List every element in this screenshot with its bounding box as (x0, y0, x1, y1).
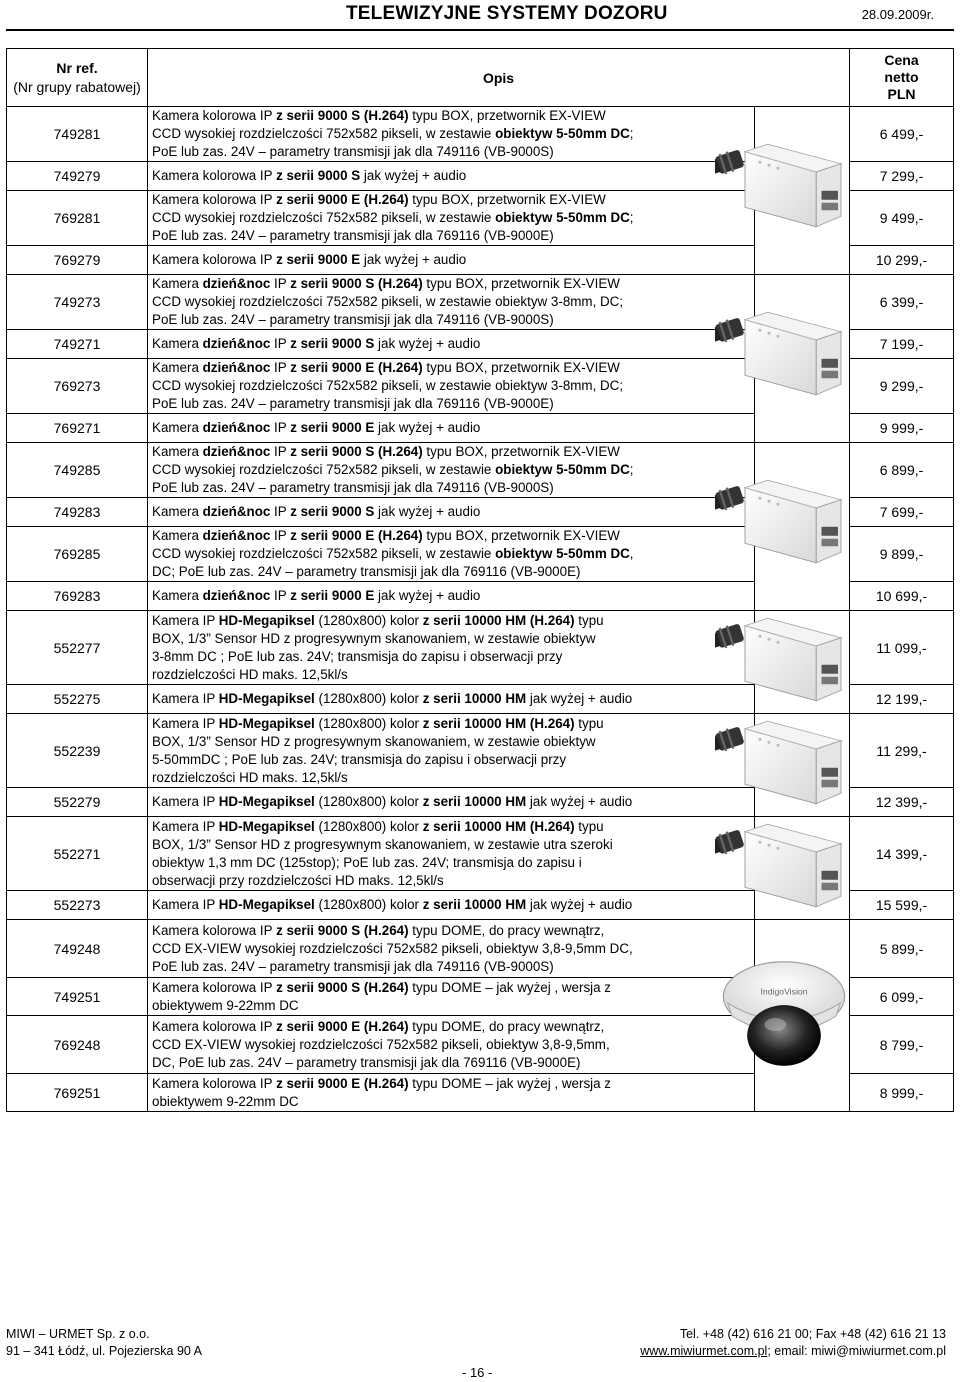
product-description (148, 443, 755, 498)
description-line: CCD wysokiej rozdzielczości 752x582 pikseli, w zestawie obiektyw 5-50mm DC; (152, 126, 634, 141)
description-line: CCD wysokiej rozdzielczości 752x582 pikseli, w zestawie obiektyw 5-50mm DC; (152, 210, 634, 225)
ref-number: 769285 (7, 527, 148, 582)
description-line: DC; PoE lub zas. 24V – parametry transmisji jak dla 769116 (VB-9000E) (152, 564, 581, 579)
table-row (7, 714, 954, 788)
col-price-title-2: netto (884, 69, 919, 85)
product-price: 9 999,- (850, 414, 954, 443)
ref-number: 552271 (7, 817, 148, 891)
description-line: Kamera IP HD-Megapiksel (1280x800) kolor z serii 10000 HM jak wyżej + audio (152, 691, 633, 706)
description-line: Kamera dzień&noc IP z serii 9000 E (H.264) typu BOX, przetwornik EX-VIEW (152, 360, 620, 375)
table-row (7, 275, 954, 330)
description-line: Kamera dzień&noc IP z serii 9000 S (H.264) typu BOX, przetwornik EX-VIEW (152, 276, 620, 291)
product-price: 8 999,- (850, 1074, 954, 1112)
description-line: PoE lub zas. 24V – parametry transmisji jak dla 749116 (VB-9000S) (152, 144, 554, 159)
description-line: PoE lub zas. 24V – parametry transmisji jak dla 749116 (VB-9000S) (152, 480, 554, 495)
col-ref-title: Nr ref. (56, 59, 98, 76)
description-line: Kamera kolorowa IP z serii 9000 E (H.264) typu BOX, przetwornik EX-VIEW (152, 192, 606, 207)
product-description (148, 714, 755, 788)
col-price-title-3: PLN (887, 86, 916, 102)
product-description (148, 685, 755, 714)
description-line: PoE lub zas. 24V – parametry transmisji jak dla 749116 (VB-9000S) (152, 958, 554, 974)
description-line: DC, PoE lub zas. 24V – parametry transmisji jak dla 769116 (VB-9000E) (152, 1054, 581, 1070)
description-line: Kamera dzień&noc IP z serii 9000 E (H.264) typu BOX, przetwornik EX-VIEW (152, 528, 620, 543)
col-ref-subtitle: (Nr grupy rabatowej) (13, 78, 141, 95)
box-camera-icon (715, 611, 865, 711)
col-price-title-1: Cena (884, 52, 919, 68)
product-description (148, 891, 755, 920)
table-row (7, 107, 954, 162)
header-rule (6, 29, 954, 31)
product-description (148, 788, 755, 817)
col-desc-title: Opis (482, 69, 515, 86)
box-camera-icon (715, 473, 865, 573)
description-line: CCD EX-VIEW wysokiej rozdzielczości 752x582 pikseli, obiektyw 3,8-9,5mm, (152, 1036, 610, 1052)
product-price: 9 899,- (850, 527, 954, 582)
product-description (148, 162, 755, 191)
ref-number: 749273 (7, 275, 148, 330)
product-description (148, 275, 755, 330)
description-line: CCD wysokiej rozdzielczości 752x582 pikseli, w zestawie obiektyw 3-8mm, DC; (152, 294, 624, 309)
product-price: 8 799,- (850, 1016, 954, 1074)
svg-text:IndigoVision: IndigoVision (760, 986, 808, 997)
ref-number: 769281 (7, 191, 148, 246)
product-image (755, 817, 850, 920)
price-table (6, 48, 954, 1112)
ref-number: 749279 (7, 162, 148, 191)
description-line: Kamera IP HD-Megapiksel (1280x800) kolor z serii 10000 HM (H.264) typu (152, 612, 604, 628)
ref-number: 749251 (7, 978, 148, 1016)
product-description (148, 414, 755, 443)
product-description (148, 330, 755, 359)
ref-number: 749271 (7, 330, 148, 359)
col-ref-header (7, 49, 148, 107)
box-camera-icon (715, 714, 865, 814)
product-price: 11 099,- (850, 611, 954, 685)
product-description (148, 611, 755, 685)
product-price: 14 399,- (850, 817, 954, 891)
product-description (148, 359, 755, 414)
description-line: Kamera dzień&noc IP z serii 9000 E jak wyżej + audio (152, 420, 481, 435)
product-price: 11 299,- (850, 714, 954, 788)
ref-number: 769283 (7, 582, 148, 611)
product-description (148, 920, 755, 978)
description-line: Kamera IP HD-Megapiksel (1280x800) kolor z serii 10000 HM (H.264) typu (152, 715, 604, 731)
page-date: 28.09.2009r. (861, 7, 934, 22)
description-line: Kamera kolorowa IP z serii 9000 S (H.264) typu DOME – jak wyżej , wersja z (152, 979, 611, 995)
product-image (755, 275, 850, 443)
description-line: Kamera IP HD-Megapiksel (1280x800) kolor z serii 10000 HM jak wyżej + audio (152, 794, 633, 809)
description-line: Kamera kolorowa IP z serii 9000 E (H.264) typu DOME – jak wyżej , wersja z (152, 1075, 611, 1091)
box-camera-icon (715, 817, 865, 917)
description-line: CCD wysokiej rozdzielczości 752x582 pikseli, w zestawie obiektyw 5-50mm DC; (152, 462, 634, 477)
ref-number: 552239 (7, 714, 148, 788)
product-price: 9 299,- (850, 359, 954, 414)
ref-number: 552275 (7, 685, 148, 714)
col-desc-header (148, 49, 850, 107)
product-image (755, 443, 850, 611)
description-line: BOX, 1/3” Sensor HD z progresywnym skanowaniem, w zestawie obiektyw (152, 630, 596, 646)
product-description (148, 1074, 755, 1112)
page-number: - 16 - (462, 1365, 493, 1380)
ref-number: 749285 (7, 443, 148, 498)
ref-number: 769271 (7, 414, 148, 443)
description-line: Kamera dzień&noc IP z serii 9000 S jak wyżej + audio (152, 336, 481, 351)
ref-number: 769279 (7, 246, 148, 275)
product-price: 15 599,- (850, 891, 954, 920)
product-price: 5 899,- (850, 920, 954, 978)
description-line: CCD wysokiej rozdzielczości 752x582 pikseli, w zestawie obiektyw 5-50mm DC, (152, 546, 634, 561)
description-line: BOX, 1/3” Sensor HD z progresywnym skanowaniem, w zestawie obiektyw (152, 733, 596, 749)
col-price-header (850, 49, 954, 107)
description-line: Kamera kolorowa IP z serii 9000 S (H.264) typu DOME, do pracy wewnątrz, (152, 922, 605, 938)
description-line: PoE lub zas. 24V – parametry transmisji jak dla 769116 (VB-9000E) (152, 228, 554, 243)
description-line: CCD EX-VIEW wysokiej rozdzielczości 752x582 pikseli, obiektyw 3,8-9,5mm DC, (152, 940, 633, 956)
product-price: 12 399,- (850, 788, 954, 817)
description-line: 3-8mm DC ; PoE lub zas. 24V; transmisja do zapisu i obserwacji przy (152, 648, 563, 664)
description-line: Kamera dzień&noc IP z serii 9000 S (H.264) typu BOX, przetwornik EX-VIEW (152, 444, 620, 459)
product-description (148, 817, 755, 891)
footer-email: ; email: miwi@miwiurmet.com.pl (767, 1344, 946, 1358)
ref-number: 749283 (7, 498, 148, 527)
footer-company: MIWI – URMET Sp. z o.o. (6, 1327, 150, 1341)
ref-number: 769248 (7, 1016, 148, 1074)
description-line: Kamera kolorowa IP z serii 9000 E jak wyżej + audio (152, 252, 467, 267)
description-line: CCD wysokiej rozdzielczości 752x582 pikseli, w zestawie obiektyw 3-8mm, DC; (152, 378, 624, 393)
page-title: TELEWIZYJNE SYSTEMY DOZORU (346, 3, 668, 24)
description-line: 5-50mmDC ; PoE lub zas. 24V; transmisja do zapisu i obserwacji przy (152, 751, 567, 767)
product-description (148, 1016, 755, 1074)
product-price: 7 699,- (850, 498, 954, 527)
product-price: 10 299,- (850, 246, 954, 275)
table-row (7, 443, 954, 498)
description-line: obiektywem 9-22mm DC (152, 997, 299, 1013)
ref-number: 769273 (7, 359, 148, 414)
box-camera-icon (715, 305, 865, 405)
ref-number: 769251 (7, 1074, 148, 1112)
description-line: obiektywem 9-22mm DC (152, 1093, 299, 1109)
description-line: Kamera kolorowa IP z serii 9000 E (H.264) typu DOME, do pracy wewnątrz, (152, 1018, 605, 1034)
description-line: rozdzielczości HD maks. 12,5kl/s (152, 769, 348, 785)
description-line: Kamera kolorowa IP z serii 9000 S (H.264) typu BOX, przetwornik EX-VIEW (152, 108, 606, 123)
product-price: 6 099,- (850, 978, 954, 1016)
footer-address: 91 – 341 Łódź, ul. Pojezierska 90 A (6, 1344, 202, 1358)
ref-number: 552277 (7, 611, 148, 685)
product-description (148, 107, 755, 162)
product-price: 6 399,- (850, 275, 954, 330)
description-line: PoE lub zas. 24V – parametry transmisji jak dla 749116 (VB-9000S) (152, 312, 554, 327)
ref-number: 749248 (7, 920, 148, 978)
product-description (148, 582, 755, 611)
product-price: 10 699,- (850, 582, 954, 611)
dome-camera-icon (719, 951, 849, 1081)
product-image (755, 714, 850, 817)
description-line: BOX, 1/3” Sensor HD z progresywnym skanowaniem, w zestawie utra szeroki (152, 836, 613, 852)
product-price: 6 499,- (850, 107, 954, 162)
product-image (755, 611, 850, 714)
description-line: obserwacji przy rozdzielczości HD maks. 12,5kl/s (152, 872, 444, 888)
product-price: 7 299,- (850, 162, 954, 191)
product-price: 9 499,- (850, 191, 954, 246)
product-image (755, 107, 850, 275)
table-row (7, 920, 954, 978)
description-line: Kamera kolorowa IP z serii 9000 S jak wyżej + audio (152, 168, 467, 183)
product-description (148, 527, 755, 582)
description-line: Kamera dzień&noc IP z serii 9000 E jak wyżej + audio (152, 588, 481, 603)
description-line: Kamera dzień&noc IP z serii 9000 S jak wyżej + audio (152, 504, 481, 519)
table-row (7, 817, 954, 891)
description-line: PoE lub zas. 24V – parametry transmisji jak dla 769116 (VB-9000E) (152, 396, 554, 411)
table-row (7, 611, 954, 685)
product-description (148, 191, 755, 246)
ref-number: 552279 (7, 788, 148, 817)
footer-company-block (6, 1326, 202, 1360)
product-description (148, 498, 755, 527)
product-price: 7 199,- (850, 330, 954, 359)
footer-contact-block (640, 1326, 946, 1360)
ref-number: 749281 (7, 107, 148, 162)
footer-phone: Tel. +48 (42) 616 21 00; Fax +48 (42) 616 21 13 (679, 1327, 946, 1341)
box-camera-icon (715, 137, 865, 237)
product-description (148, 978, 755, 1016)
product-price: 12 199,- (850, 685, 954, 714)
product-price: 6 899,- (850, 443, 954, 498)
product-image (755, 920, 850, 1112)
description-line: obiektyw 1,3 mm DC (125stop); PoE lub zas. 24V; transmisja do zapisu i (152, 854, 582, 870)
product-description (148, 246, 755, 275)
ref-number: 552273 (7, 891, 148, 920)
description-line: rozdzielczości HD maks. 12,5kl/s (152, 666, 348, 682)
description-line: Kamera IP HD-Megapiksel (1280x800) kolor z serii 10000 HM jak wyżej + audio (152, 897, 633, 912)
description-line: Kamera IP HD-Megapiksel (1280x800) kolor z serii 10000 HM (H.264) typu (152, 818, 604, 834)
footer-website-link[interactable]: www.miwiurmet.com.pl (640, 1344, 768, 1358)
